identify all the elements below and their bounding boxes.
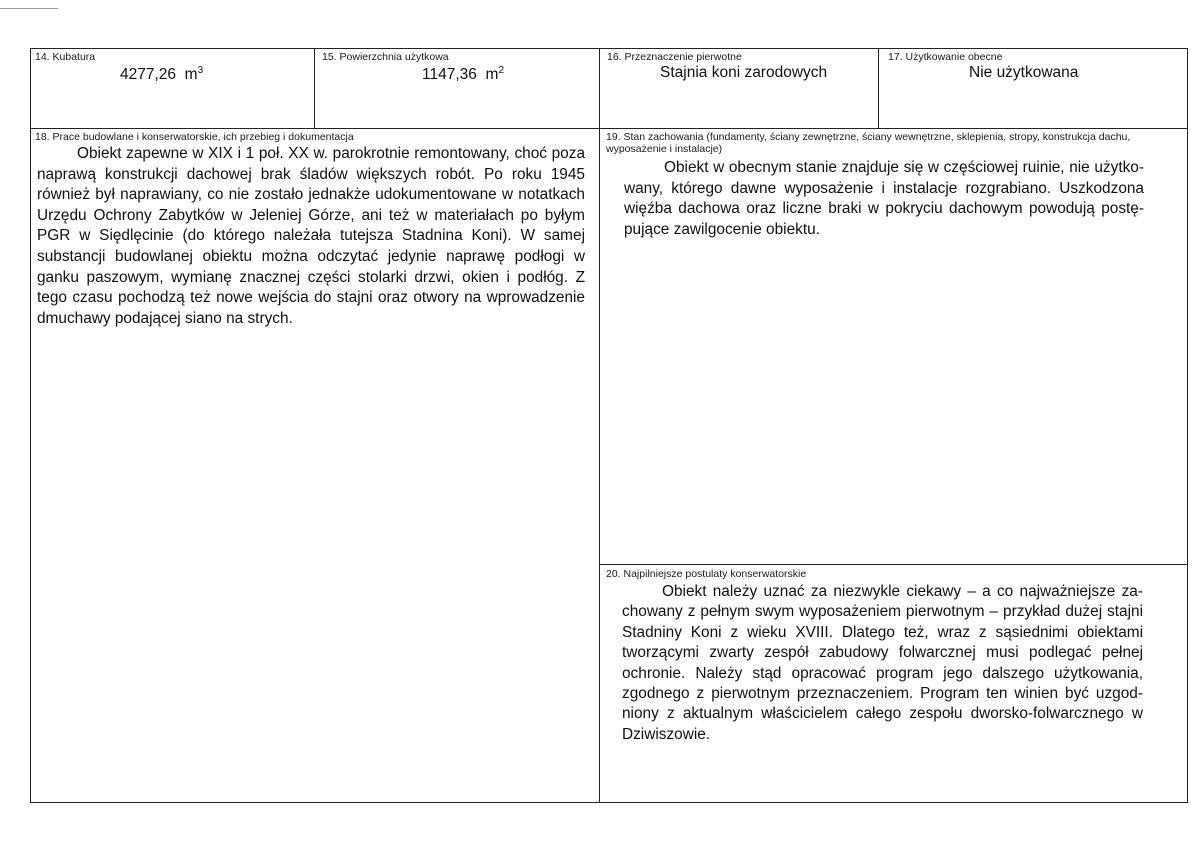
prace-label: 18. Prace budowlane i konserwatorskie, ich przebieg i dokumentacja	[35, 131, 354, 143]
field-kubatura	[30, 48, 314, 128]
powierzchnia-unit: m	[485, 66, 499, 83]
top-margin-line	[0, 8, 58, 9]
postulaty-label: 20. Najpilniejsze postulaty konserwatorskie	[606, 568, 807, 580]
field-postulaty	[599, 564, 1188, 803]
stan-label: 19. Stan zachowania (fundamenty, ściany zewnętrzne, ściany wewnętrzne, sklepienia, stropy, konstrukcja dachu, wyposażenie i instalacje)	[606, 131, 1131, 155]
prace-text: Obiekt zapewne w XIX i 1 poł. XX w. parokrotnie remontowany, choć poza naprawą konstrukcji dachowej brak śladów większych robót. Po roku 1945 również był naprawiany, co nie zostało jednakże udokumentowane w notatkach Urzędu Ochrony Zabytków w Jeleniej Górze, ani też w materiałach po byłym PGR w Siędlęcinie (do którego należała tutejsza Stadnina Koni). W samej substancji budowlanej obiektu można odczytać jedynie naprawę podłogi w ganku paszowym, wymianę znacznej części stolarki drzwi, okien i podłóg. Z tego czasu pochodzą też nowe wejścia do stajni oraz otwory na wprowadzenie dmuchawy podającej siano na strych.	[37, 145, 585, 327]
stan-text: Obiekt w obecnym stanie znajduje się w częściowej ruinie, nie użytkowany, którego dawne wyposażenie i instalacje rozgrabiano. Uszkodzona więźba dachowa oraz liczne braki w pokryciu dachowym powodują postępujące zawilgocenie obiektu.	[624, 159, 1144, 238]
przeznaczenie-value: Stajnia koni zarodowych	[660, 64, 828, 81]
kubatura-number: 4277,26	[120, 66, 177, 83]
powierzchnia-unit-exponent: 2	[498, 64, 504, 76]
uzytkowanie-label: 17. Użytkowanie obecne	[888, 51, 1003, 63]
field-stan-zachowania	[599, 128, 1188, 564]
kubatura-unit: m	[184, 66, 198, 83]
postulaty-text: Obiekt należy uznać za niezwykle ciekawy – a co najważniejsze zachowany z pełnym swym wyposażeniem pierwotnym – przykład dużej stajni Stadniny Koni z wieku XVIII. Dlatego też, wraz z sąsiednimi obiektami tworzącymi zwarty zespół zabudowy folwarcznej musi podlegać pełnej ochronie. Należy stąd opracować program jego dalszego użytkowania, zgodnego z pierwotnym przeznaczeniem. Program ten winien być uzgodniony z aktualnym właścicielem całego zespołu dworsko-folwarcznego w Dziwiszowie.	[622, 583, 1143, 743]
field-prace-budowlane	[30, 128, 599, 803]
field-przeznaczenie	[599, 48, 878, 128]
field-uzytkowanie	[878, 48, 1188, 128]
kubatura-value	[120, 66, 203, 84]
uzytkowanie-value: Nie użytkowana	[969, 64, 1079, 81]
field-powierzchnia	[314, 48, 599, 128]
przeznaczenie-label: 16. Przeznaczenie pierwotne	[607, 51, 742, 63]
powierzchnia-label: 15. Powierzchnia użytkowa	[322, 51, 449, 63]
powierzchnia-number: 1147,36	[422, 66, 477, 83]
powierzchnia-value	[422, 66, 504, 84]
kubatura-unit-exponent: 3	[197, 64, 204, 76]
kubatura-label: 14. Kubatura	[35, 51, 96, 63]
